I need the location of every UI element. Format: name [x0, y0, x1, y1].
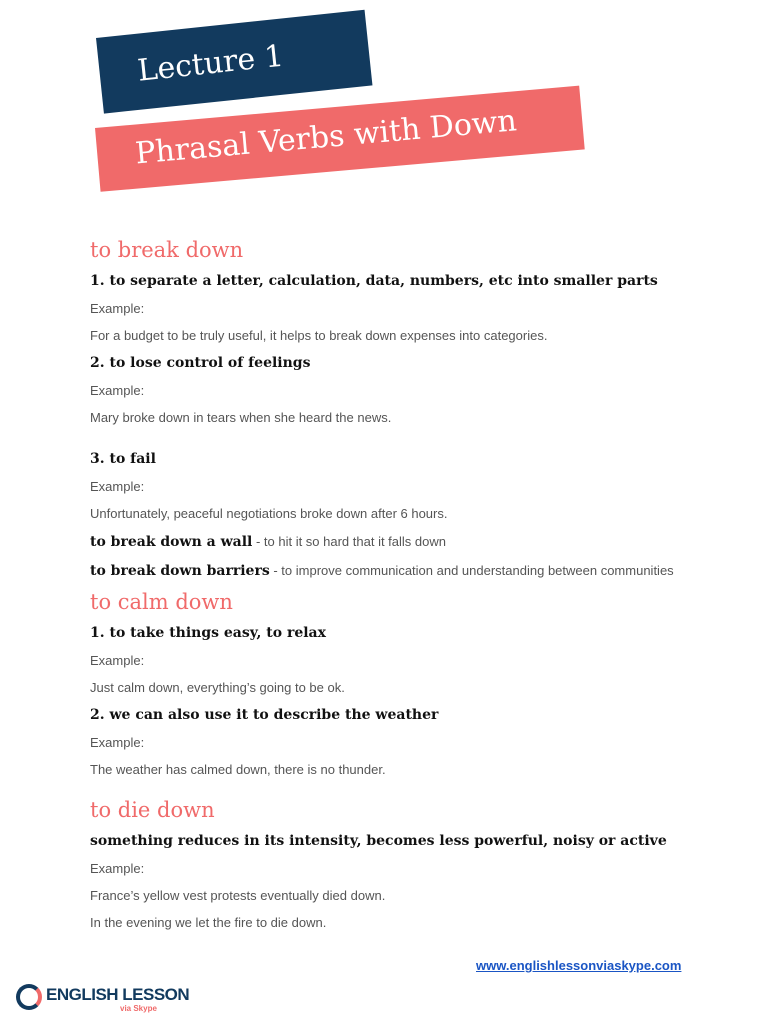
logo-subtext: via Skype: [120, 1004, 157, 1013]
meaning-definition: 1. to separate a letter, calculation, data, numbers, etc into smaller parts: [90, 273, 658, 289]
example-label: Example:: [90, 861, 145, 876]
example-sentence: Unfortunately, peaceful negotiations broke down after 6 hours.: [90, 506, 448, 521]
example-label: Example:: [90, 383, 145, 398]
spacer: [90, 783, 730, 793]
example-sentence: For a budget to be truly useful, it helps to break down expenses into categories.: [90, 328, 548, 343]
logo-ring-icon: [16, 984, 42, 1010]
example-sentence: Just calm down, everything’s going to be ok.: [90, 680, 345, 695]
meaning-definition: 1. to take things easy, to relax: [90, 625, 326, 641]
meaning-definition: 3. to fail: [90, 451, 156, 467]
phrase-definition: - to hit it so hard that it falls down: [252, 534, 446, 549]
example-sentence: Mary broke down in tears when she heard the news.: [90, 410, 392, 425]
example-label: Example:: [90, 653, 145, 668]
lesson-content: [90, 233, 730, 936]
page-title: Phrasal Verbs with Down: [133, 103, 519, 172]
phrase-term: to break down barriers: [90, 563, 270, 579]
example-label: Example:: [90, 301, 145, 316]
meaning-definition: 2. to lose control of feelings: [90, 355, 311, 371]
example-label: Example:: [90, 735, 145, 750]
phrase-row: [90, 527, 730, 556]
logo-text: ENGLISH LESSON: [46, 985, 190, 1004]
section-heading-die-down: to die down: [90, 798, 215, 822]
phrase-term: to break down a wall: [90, 534, 253, 550]
phrase-row: [90, 556, 730, 585]
section-heading-calm-down: to calm down: [90, 590, 233, 614]
website-link[interactable]: www.englishlessonviaskype.com: [476, 958, 682, 973]
meaning-definition: 2. we can also use it to describe the weather: [90, 707, 439, 723]
spacer: [90, 431, 730, 445]
example-sentence: In the evening we let the fire to die down.: [90, 915, 327, 930]
brand-logo: [16, 980, 190, 1018]
lecture-label: Lecture 1: [135, 38, 286, 89]
phrase-definition: - to improve communication and understanding between communities: [269, 563, 674, 578]
lecture-banner: [96, 10, 372, 114]
example-label: Example:: [90, 479, 145, 494]
meaning-definition: something reduces in its intensity, becomes less powerful, noisy or active: [90, 833, 667, 849]
example-sentence: The weather has calmed down, there is no thunder.: [90, 762, 386, 777]
example-sentence: France’s yellow vest protests eventually died down.: [90, 888, 386, 903]
section-heading-break-down: to break down: [90, 238, 244, 262]
